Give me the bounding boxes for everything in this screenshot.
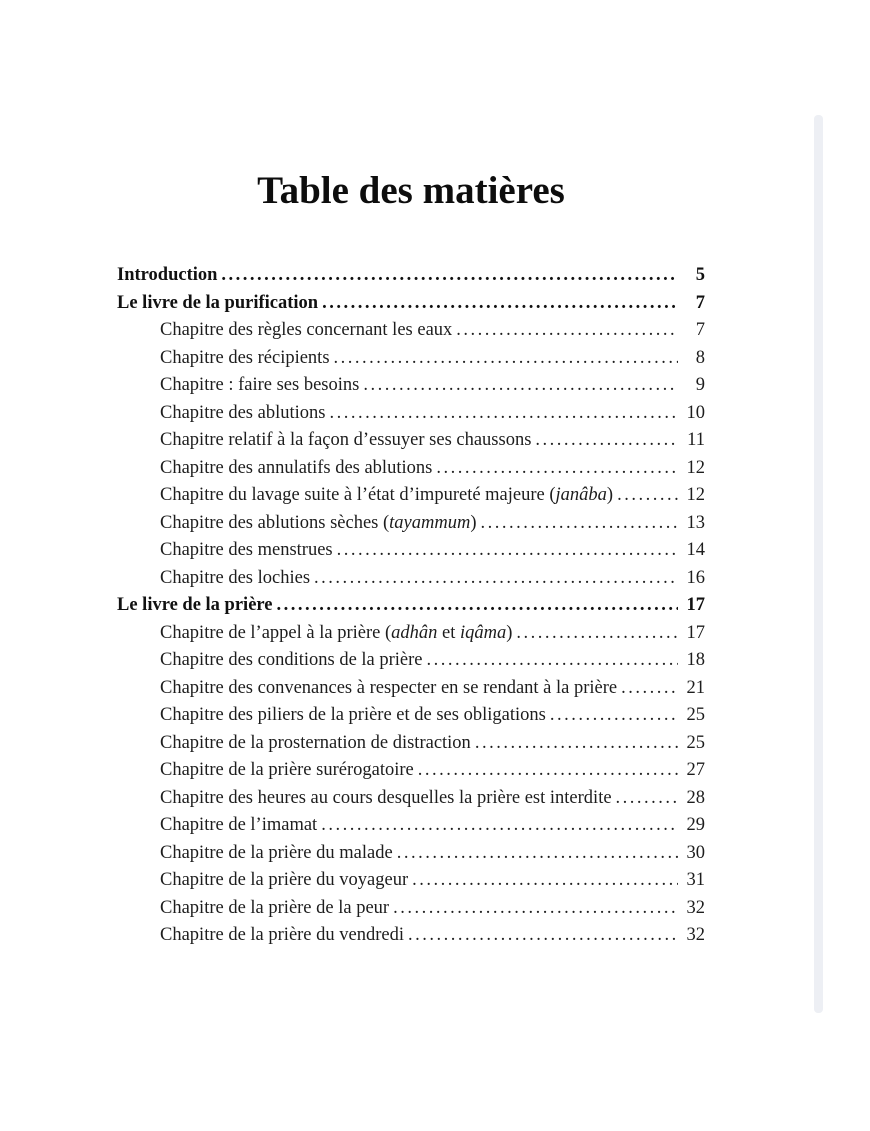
toc-row: [117, 730, 705, 758]
dot-leader: [412, 867, 678, 895]
toc-entry-label: Chapitre relatif à la façon d’essuyer ses chaussons: [160, 430, 532, 450]
dot-leader: [535, 427, 678, 455]
toc-row: [117, 482, 705, 510]
toc-entry-page: 16: [686, 567, 705, 588]
dot-leader: [329, 400, 678, 428]
toc-row: [117, 455, 705, 483]
dot-leader: [616, 785, 678, 813]
toc-entry-page: 25: [686, 705, 705, 725]
toc-row: [117, 427, 705, 455]
toc-entry-label: Le livre de la prière: [117, 595, 273, 615]
toc-entry-label: Chapitre de l’imamat: [160, 815, 318, 835]
toc-entry-label: Introduction: [117, 265, 218, 285]
toc-entry-page: 28: [686, 787, 705, 808]
toc-row: [117, 647, 705, 675]
dot-leader: [321, 812, 678, 840]
dot-leader: [397, 840, 678, 868]
toc-entry-page: 8: [695, 347, 705, 368]
dot-leader: [363, 372, 678, 400]
toc-entry-label: Chapitre : faire ses besoins: [160, 375, 360, 395]
dot-leader: [550, 702, 678, 730]
toc-row: [117, 317, 705, 345]
toc-entry-label: Chapitre des ablutions sèches (tayammum): [160, 512, 477, 533]
toc-entry-label: Chapitre du lavage suite à l’état d’impureté majeure (janâba): [160, 485, 614, 505]
toc-entry-page: 21: [686, 677, 705, 698]
toc-entry-page: 12: [686, 457, 705, 478]
toc-entry-label: Chapitre de l’appel à la prière (adhân et iqâma): [160, 622, 513, 643]
dot-leader: [436, 455, 678, 483]
toc-entry-label: Chapitre de la prière du voyageur: [160, 870, 409, 890]
toc-entry-label: Chapitre des piliers de la prière et de ses obligations: [160, 705, 546, 725]
toc-entry-label: Chapitre des récipients: [160, 347, 330, 368]
toc-entry-page: 29: [686, 815, 705, 835]
dot-leader: [617, 482, 678, 510]
toc-entry-page: 10: [686, 402, 705, 423]
dot-leader: [221, 262, 678, 290]
toc-entry-page: 18: [686, 650, 705, 670]
toc-entry-page: 32: [686, 897, 705, 918]
toc-row: [117, 867, 705, 895]
toc-entry-label: Chapitre de la prière du vendredi: [160, 925, 404, 945]
dot-leader: [427, 647, 678, 675]
toc-row: [117, 895, 705, 923]
toc-row: [117, 812, 705, 840]
toc-entry-label: Chapitre des ablutions: [160, 402, 326, 423]
toc-row: [117, 675, 705, 703]
toc-entry-label: Chapitre des heures au cours desquelles la prière est interdite: [160, 787, 612, 808]
toc-entry-page: 17: [686, 622, 705, 643]
toc-row: [117, 290, 705, 318]
toc-entry-label: Chapitre de la prière de la peur: [160, 897, 390, 918]
toc-row: [117, 510, 705, 538]
page-title: Table des matières: [257, 169, 565, 212]
toc-entry-page: 25: [686, 732, 705, 753]
dot-leader: [408, 922, 678, 950]
dot-leader: [516, 620, 678, 648]
toc-row: [117, 757, 705, 785]
toc-row: [117, 785, 705, 813]
toc-entry-label: Chapitre des menstrues: [160, 540, 333, 560]
dot-leader: [475, 730, 678, 758]
toc-entry-page: 9: [695, 375, 705, 395]
dot-leader: [621, 675, 678, 703]
toc-entry-page: 17: [686, 595, 705, 615]
toc-entry-label: Chapitre de la prosternation de distraction: [160, 732, 471, 753]
dot-leader: [418, 757, 678, 785]
toc-entry-page: 11: [687, 430, 705, 450]
toc-entry-label: Chapitre de la prière surérogatoire: [160, 760, 414, 780]
toc-entry-page: 7: [695, 292, 705, 313]
toc-entry-label: Chapitre des lochies: [160, 567, 311, 588]
toc-row: [117, 400, 705, 428]
toc-entry-label: Chapitre de la prière du malade: [160, 842, 393, 863]
toc-entry-page: 13: [686, 512, 705, 533]
toc-entry-label: Chapitre des règles concernant les eaux: [160, 320, 453, 340]
scrollbar-thumb[interactable]: [814, 115, 823, 1013]
dot-leader: [322, 290, 678, 318]
toc-row: [117, 620, 705, 648]
toc-entry-label: Chapitre des annulatifs des ablutions: [160, 457, 433, 478]
toc-entry-label: Le livre de la purification: [117, 292, 319, 313]
dot-leader: [334, 345, 678, 373]
dot-leader: [314, 565, 678, 593]
dot-leader: [393, 895, 678, 923]
toc-row: [117, 345, 705, 373]
toc-row: [117, 840, 705, 868]
toc-row: [117, 262, 705, 290]
toc-entry-page: 32: [686, 925, 705, 945]
toc-entry-label: Chapitre des convenances à respecter en se rendant à la prière: [160, 677, 618, 698]
dot-leader: [481, 510, 679, 538]
toc-row: [117, 922, 705, 950]
toc-entry-page: 14: [686, 540, 705, 560]
toc-row: [117, 592, 705, 620]
toc-row: [117, 702, 705, 730]
toc-entry-page: 31: [686, 870, 705, 890]
toc-entry-page: 7: [695, 320, 705, 340]
toc-entry-page: 5: [695, 265, 705, 285]
dot-leader: [277, 592, 679, 620]
toc-entry-page: 12: [686, 485, 705, 505]
toc-entry-page: 30: [686, 842, 705, 863]
dot-leader: [337, 537, 678, 565]
toc-entry-page: 27: [686, 760, 705, 780]
toc-row: [117, 565, 705, 593]
toc-row: [117, 537, 705, 565]
toc-entry-label: Chapitre des conditions de la prière: [160, 650, 423, 670]
toc-row: [117, 372, 705, 400]
toc-list: [117, 262, 705, 950]
dot-leader: [456, 317, 678, 345]
